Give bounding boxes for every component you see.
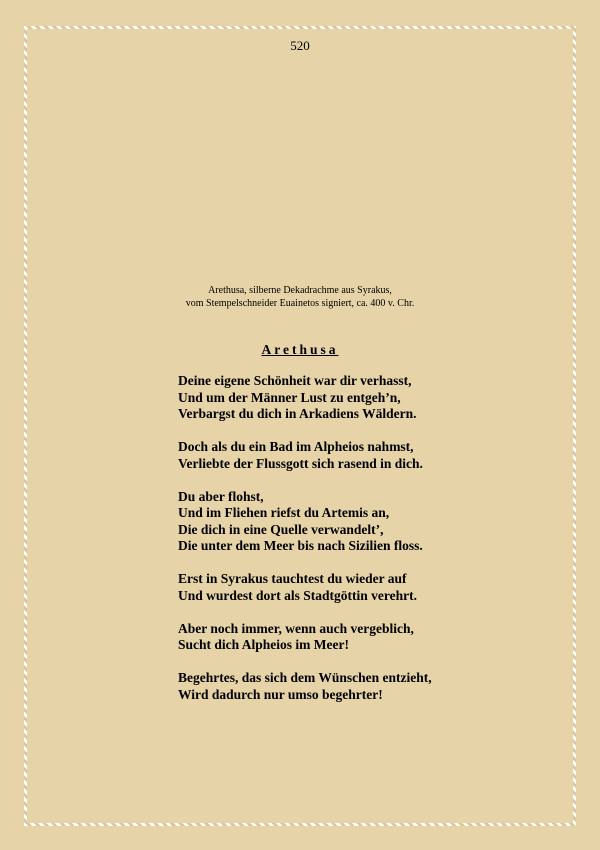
poem-line: Aber noch immer, wenn auch vergeblich, — [178, 620, 414, 636]
stanza-4 — [178, 571, 578, 604]
poem-line: Deine eigene Schönheit war dir verhasst, — [178, 373, 412, 388]
poem-line: Die dich in eine Quelle verwandelt’, — [178, 521, 384, 537]
poem-line: Doch als du ein Bad im Alpheios nahmst, — [178, 439, 414, 454]
poem-title: Arethusa — [261, 342, 339, 357]
stanza-6 — [178, 670, 578, 703]
poem-line: Du aber flohst, — [178, 488, 264, 504]
poem-body — [178, 373, 578, 720]
page-number: 520 — [290, 38, 310, 53]
poem-line: Sucht dich Alpheios im Meer! — [178, 637, 349, 652]
stanza-5 — [178, 621, 578, 654]
stanza-3 — [178, 489, 578, 555]
poem-line: Und wurdest dort als Stadtgöttin verehrt. — [178, 587, 417, 603]
poem-line: Verliebte der Flussgott sich rasend in dich. — [178, 455, 423, 471]
caption-line-2: vom Stempelschneider Euainetos signiert, ca. 400 v. Chr. — [185, 298, 415, 309]
poem-line: Wird dadurch nur umso begehrter! — [178, 686, 383, 702]
image-caption — [0, 284, 600, 310]
poem-line: Verbargst du dich in Arkadiens Wäldern. — [178, 406, 417, 421]
poem-line: Und im Fliehen riefst du Artemis an, — [178, 505, 390, 520]
poem-line: Und um der Männer Lust zu entgeh’n, — [178, 389, 401, 405]
poem-line: Erst in Syrakus tauchtest du wieder auf — [178, 571, 407, 586]
poem-line: Die unter dem Meer bis nach Sizilien floss. — [178, 538, 423, 553]
caption-line-1: Arethusa, silberne Dekadrachme aus Syrakus, — [208, 285, 392, 296]
stanza-1 — [178, 373, 578, 423]
poem-line: Begehrtes, das sich dem Wünschen entzieht, — [178, 670, 432, 685]
stanza-2 — [178, 439, 578, 472]
